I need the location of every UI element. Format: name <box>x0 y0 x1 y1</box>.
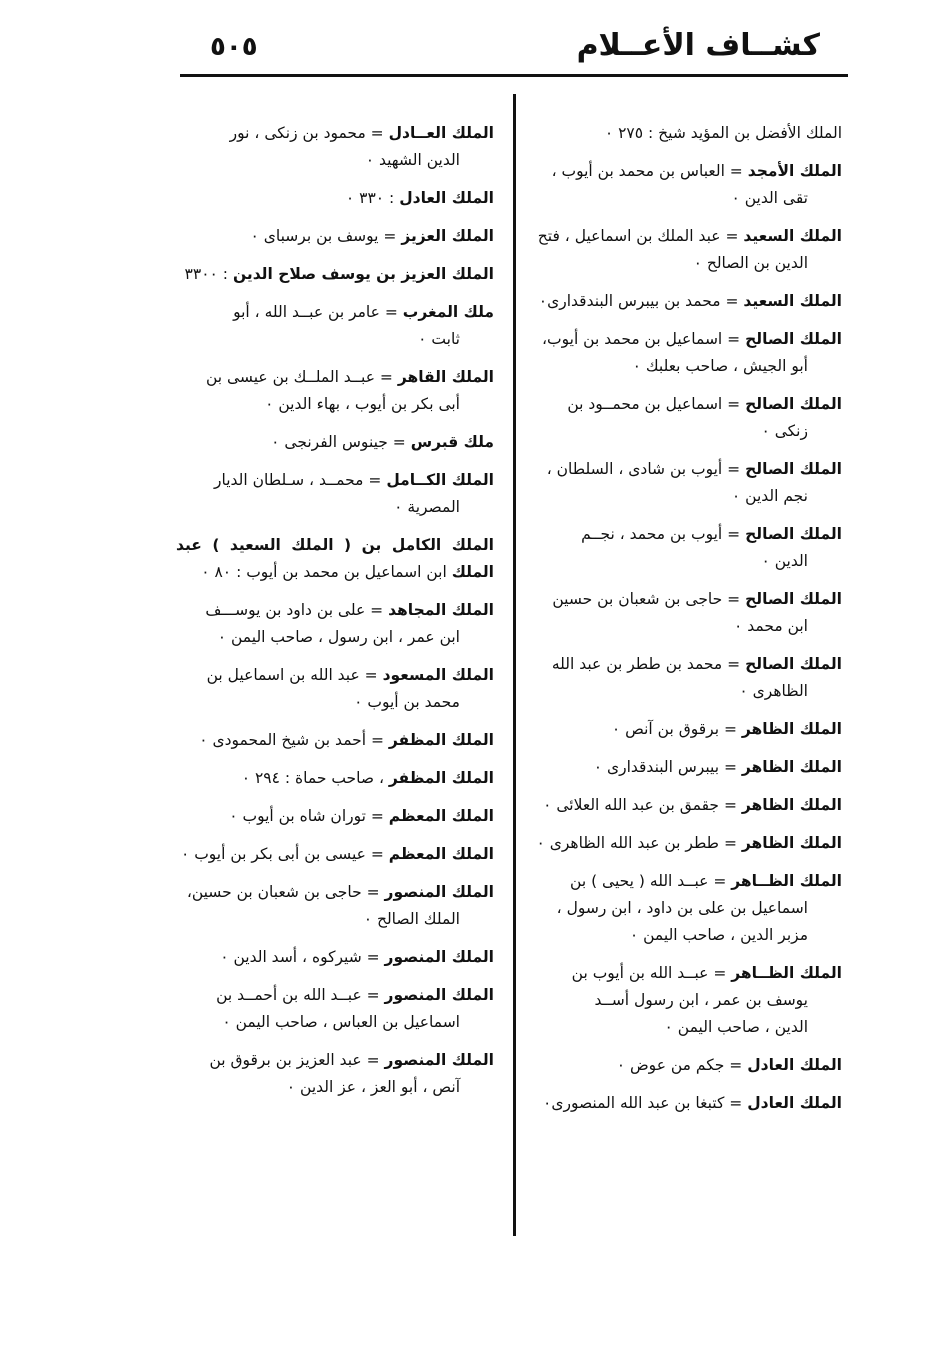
index-entry <box>176 1047 494 1101</box>
entry-first-line <box>176 841 494 868</box>
entry-text: = عبــد الله بن أحمــد بن <box>216 986 380 1004</box>
entry-continuation: الملك الصالح ٠ <box>363 910 460 928</box>
entry-name: الملك الصالح <box>745 460 842 478</box>
entry-continuation: الظاهرى ٠ <box>739 682 808 700</box>
index-entry <box>522 586 842 640</box>
entry-text: = أيوب بن محمد ، نجــم <box>581 525 741 543</box>
entry-text: = اسماعيل بن محمد بن أيوب، <box>542 330 741 348</box>
entry-first-line <box>522 158 842 185</box>
entry-first-line <box>522 120 842 147</box>
entry-text: = حاجى بن شعبان بن حسين <box>552 590 741 608</box>
entry-first-line <box>522 326 842 353</box>
entry-continuation: محمد بن أيوب ٠ <box>354 693 460 711</box>
entry-first-line <box>176 944 494 971</box>
page-header <box>180 28 840 78</box>
entry-continuation: مزبر الدين ، صاحب اليمن ٠ <box>629 926 808 944</box>
entry-text: = محمود بن زنكى ، نور <box>229 124 384 142</box>
entry-name: ملك المغرب <box>402 303 494 321</box>
entry-name: الملك السعيد <box>743 292 842 310</box>
entry-continuation: ابن محمد ٠ <box>733 617 808 635</box>
column-divider <box>513 94 516 1236</box>
entry-text: = شيركوه ، أسد الدين ٠ <box>220 948 380 966</box>
entry-name: الملك العادل <box>399 189 494 207</box>
entry-text: = يوسف بن برسباى ٠ <box>250 227 397 245</box>
index-entry <box>176 841 494 868</box>
entry-text: = توران شاه بن أيوب ٠ <box>229 807 384 825</box>
entry-continuation: الدين ٠ <box>761 552 808 570</box>
entry-continuation: ثابت ٠ <box>418 330 460 348</box>
index-entry <box>176 532 494 586</box>
entry-text: = عبد الملك بن اسماعيل ، فتح <box>537 227 739 245</box>
entry-continuation: اسماعيل بن العباس ، صاحب اليمن ٠ <box>222 1013 460 1031</box>
index-entry <box>522 960 842 1041</box>
index-entry <box>522 120 842 147</box>
entry-name: الملك المنصور <box>384 986 494 1004</box>
entry-first-line <box>176 597 494 624</box>
index-entry <box>176 429 494 456</box>
index-entry <box>522 1052 842 1079</box>
entry-name: الملك العــادل <box>388 124 494 142</box>
index-entry <box>176 879 494 933</box>
index-entry <box>522 830 842 857</box>
index-entry <box>176 803 494 830</box>
entry-name: الملك المنصور <box>384 883 494 901</box>
entry-name: الملك العزيز <box>401 227 494 245</box>
entry-text: ، صاحب حماة : ٢٩٤ ٠ <box>241 769 384 787</box>
entry-continuation: الدين الشهيد ٠ <box>365 151 460 169</box>
index-entry <box>522 158 842 212</box>
entry-continuation: الدين ، صاحب اليمن ٠ <box>664 1018 808 1036</box>
entry-first-line <box>176 532 494 586</box>
entry-name: الملك العادل <box>747 1094 842 1112</box>
entry-first-line <box>176 982 494 1009</box>
index-entry <box>176 944 494 971</box>
index-entry <box>176 982 494 1036</box>
entry-name: ملك قبرس <box>410 433 494 451</box>
entry-name: الملك الظــاهر <box>731 872 842 890</box>
entry-text: = العباس بن محمد بن أيوب ، <box>551 162 743 180</box>
entry-text: = عبد العزيز بن برقوق بن <box>209 1051 380 1069</box>
entry-text: = ططر بن عبد الله الظاهرى ٠ <box>536 834 737 852</box>
index-entry <box>522 1090 842 1117</box>
entry-first-line <box>522 1052 842 1079</box>
entry-continuation: يوسف بن عمر ، ابن رسول أســد <box>594 991 808 1009</box>
entry-name: الملك الصالح <box>745 590 842 608</box>
entry-name: الملك المظفر <box>388 769 494 787</box>
index-column-right <box>522 120 842 1128</box>
entry-first-line <box>522 288 842 315</box>
index-entry <box>176 662 494 716</box>
entry-continuation: اسماعيل بن على بن داود ، ابن رسول ، <box>556 899 808 917</box>
entry-first-line <box>522 868 842 895</box>
entry-text: = بيبرس البندقدارى ٠ <box>593 758 737 776</box>
index-column-left <box>176 120 494 1112</box>
index-entry <box>176 597 494 651</box>
index-entry <box>522 288 842 315</box>
entry-name: الملك المعظم <box>388 807 494 825</box>
index-entry <box>522 792 842 819</box>
entry-continuation: أبى بكر بن أيوب ، بهاء الدين ٠ <box>265 395 460 413</box>
entry-text: = محمــد ، سـلطان الديار <box>214 471 382 489</box>
entry-first-line <box>176 261 494 288</box>
entry-text: = عبــد الله ( يحيى ) بن <box>570 872 727 890</box>
entry-first-line <box>522 651 842 678</box>
page-number: ٥٠٥ <box>210 32 258 62</box>
entry-continuation: تقى الدين ٠ <box>731 189 808 207</box>
entry-text: = عبد الله بن اسماعيل بن <box>206 666 378 684</box>
entry-first-line <box>522 830 842 857</box>
entry-name: الملك العادل <box>747 1056 842 1074</box>
entry-text: = عامر بن عبــد الله ، أبو <box>233 303 398 321</box>
entry-text: : ٣٣٠٠ <box>184 265 229 283</box>
entry-continuation: آنص ، أبو العز ، عز الدين ٠ <box>286 1078 460 1096</box>
entry-first-line <box>176 765 494 792</box>
index-entry <box>176 223 494 250</box>
page-title: كشــاف الأعــلام <box>576 28 820 63</box>
entry-first-line <box>176 364 494 391</box>
index-entry <box>522 223 842 277</box>
entry-name: الملك الظاهر <box>741 834 842 852</box>
entry-name: الملك الصالح <box>745 525 842 543</box>
entry-name: الملك الظاهر <box>741 796 842 814</box>
entry-text: ابن اسماعيل بن محمد بن أيوب : ٨٠ ٠ <box>201 563 447 581</box>
entry-text: = كتبغا بن عبد الله المنصورى٠ <box>543 1094 743 1112</box>
index-entry <box>522 521 842 575</box>
entry-first-line <box>176 727 494 754</box>
entry-text: = حاجى بن شعبان بن حسين، <box>186 883 380 901</box>
entry-continuation: المصرية ٠ <box>394 498 460 516</box>
entry-first-line <box>176 185 494 212</box>
entry-name: الملك الكــامل <box>386 471 494 489</box>
entry-first-line <box>522 1090 842 1117</box>
entry-first-line <box>522 521 842 548</box>
entry-name: الملك الصالح <box>745 330 842 348</box>
index-entry <box>176 261 494 288</box>
index-entry <box>522 326 842 380</box>
entry-name: الملك المجاهد <box>388 601 494 619</box>
entry-first-line <box>522 586 842 613</box>
entry-name: الملك المسعود <box>382 666 494 684</box>
entry-text: = اسماعيل بن محمــود بن <box>567 395 741 413</box>
entry-continuation: الدين بن الصالح ٠ <box>693 254 808 272</box>
entry-continuation: نجم الدين ٠ <box>731 487 808 505</box>
index-entry <box>522 716 842 743</box>
entry-first-line <box>176 467 494 494</box>
index-entry <box>176 467 494 521</box>
entry-name: الملك الظــاهر <box>731 964 842 982</box>
entry-continuation: زنكى ٠ <box>761 422 808 440</box>
entry-text: = على بن داود بن يوســـف <box>205 601 384 619</box>
entry-name: الملك القاهر <box>397 368 494 386</box>
entry-text: = جكم من عوض ٠ <box>616 1056 743 1074</box>
index-entry <box>176 120 494 174</box>
entry-first-line <box>522 223 842 250</box>
entry-text: الملك الأفضل بن المؤيد شيخ : ٢٧٥ ٠ <box>604 124 842 142</box>
entry-first-line <box>522 716 842 743</box>
entry-first-line <box>176 120 494 147</box>
entry-text: = عبــد الملــك بن عيسى بن <box>205 368 393 386</box>
entry-name: الملك المنصور <box>384 948 494 966</box>
index-entry <box>522 868 842 949</box>
entry-name: الملك المنصور <box>384 1051 494 1069</box>
entry-first-line <box>176 223 494 250</box>
index-entry <box>176 299 494 353</box>
index-entry <box>176 185 494 212</box>
entry-text: : ٣٣٠ ٠ <box>345 189 395 207</box>
entry-name: الملك السعيد <box>743 227 842 245</box>
entry-text: = عيسى بن أبى بكر بن أيوب ٠ <box>180 845 384 863</box>
entry-name: الملك الصالح <box>745 395 842 413</box>
entry-first-line <box>176 429 494 456</box>
index-entry <box>522 754 842 781</box>
entry-continuation: أبو الجيش ، صاحب بعلبك ٠ <box>632 357 808 375</box>
entry-text: = جينوس الفرنجى ٠ <box>271 433 406 451</box>
entry-name: الملك الأمجد <box>747 162 842 180</box>
entry-name: الملك الظاهر <box>741 720 842 738</box>
entry-name: الملك المعظم <box>388 845 494 863</box>
entry-first-line <box>522 391 842 418</box>
entry-name: الملك الصالح <box>745 655 842 673</box>
entry-text: = أيوب بن شادى ، السلطان ، <box>546 460 741 478</box>
entry-text: = برقوق بن آنص ٠ <box>611 720 737 738</box>
entry-text: = عبــد الله بن أيوب بن <box>571 964 727 982</box>
entry-first-line <box>176 299 494 326</box>
index-entry <box>176 727 494 754</box>
entry-continuation: ابن عمر ، ابن رسول ، صاحب اليمن ٠ <box>217 628 460 646</box>
index-entry <box>522 651 842 705</box>
entry-first-line <box>522 792 842 819</box>
entry-name: الملك الكامل بن ( الملك السعيد ) عبد الملك <box>176 536 494 581</box>
index-entry <box>522 391 842 445</box>
entry-first-line <box>522 960 842 987</box>
entry-name: الملك الظاهر <box>741 758 842 776</box>
entry-name: الملك العزيز بن يوسف صلاح الدين <box>232 265 494 283</box>
entry-first-line <box>176 662 494 689</box>
entry-text: = جقمق بن عبد الله العلائى ٠ <box>543 796 737 814</box>
index-entry <box>522 456 842 510</box>
entry-name: الملك المظفر <box>388 731 494 749</box>
header-divider <box>180 74 848 77</box>
entry-first-line <box>176 879 494 906</box>
entry-text: = أحمد بن شيخ المحمودى ٠ <box>199 731 384 749</box>
index-entry <box>176 364 494 418</box>
entry-first-line <box>522 456 842 483</box>
entry-text: = محمد بن بيبرس البندقدارى٠ <box>538 292 739 310</box>
entry-first-line <box>176 803 494 830</box>
index-entry <box>176 765 494 792</box>
entry-first-line <box>522 754 842 781</box>
entry-text: = محمد بن ططر بن عبد الله <box>551 655 741 673</box>
entry-first-line <box>176 1047 494 1074</box>
